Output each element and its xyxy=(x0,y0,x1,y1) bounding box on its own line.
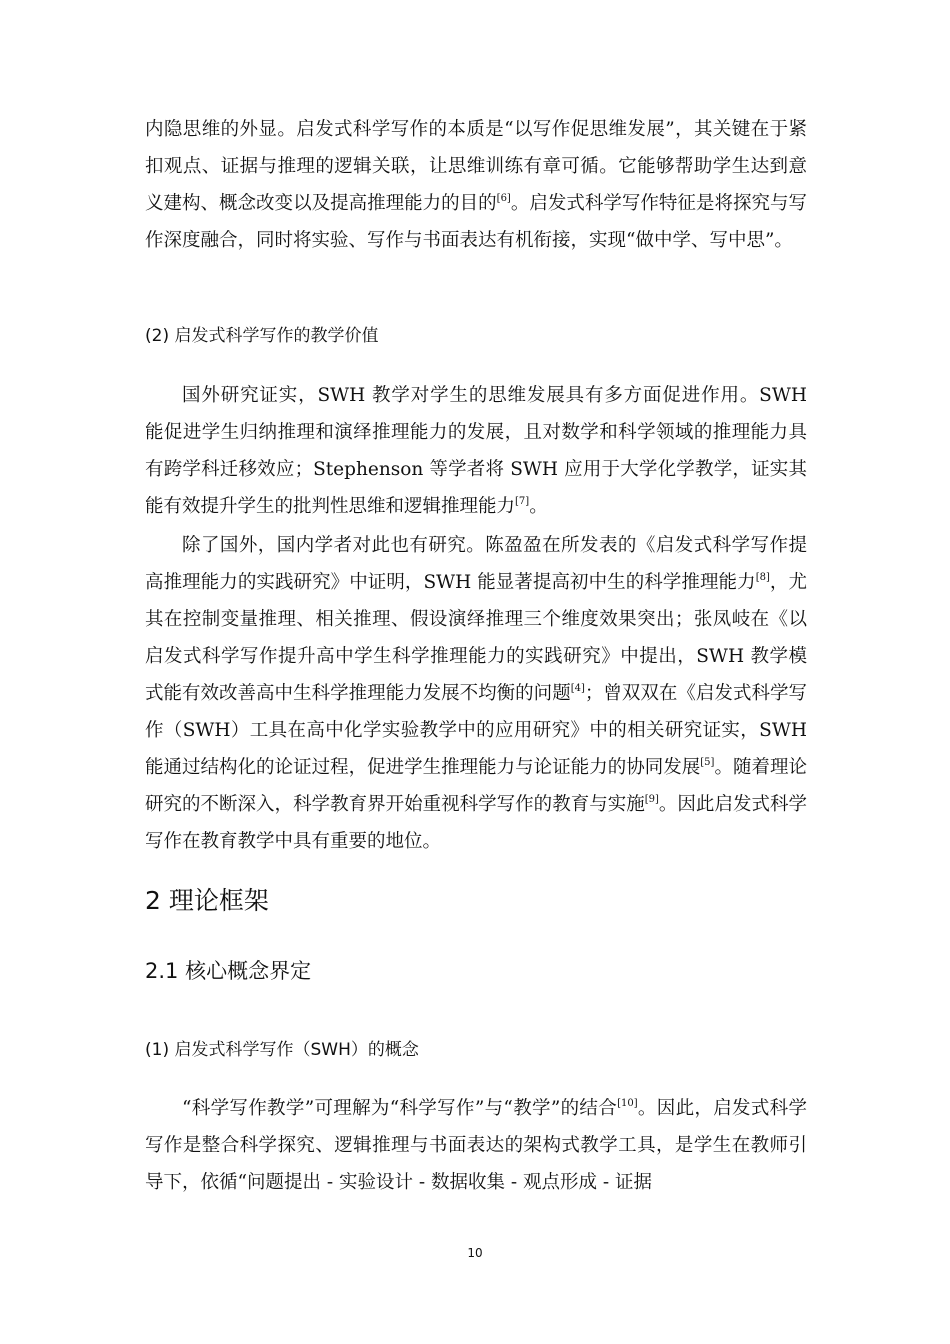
citation-ref: [7] xyxy=(515,496,530,507)
subheading-teaching-value: (2) 启发式科学写作的教学价值 xyxy=(145,326,379,346)
citation-ref: [6] xyxy=(496,193,511,204)
subheading-swh-concept: (1) 启发式科学写作（SWH）的概念 xyxy=(145,1040,419,1060)
chapter-title: 2 理论框架 xyxy=(145,886,269,915)
paragraph-text: 除了国外，国内学者对此也有研究。陈盈盈在所发表的《启发式科学写作提高推理能力的实践研究》中证明，SWH 能显著提高初中生的科学推理能力 xyxy=(145,535,807,593)
paragraph-swh-essence xyxy=(145,111,807,259)
citation-ref: [9] xyxy=(644,794,659,805)
paragraph-swh-definition xyxy=(145,1090,807,1201)
paragraph-text: 。启发式科学写作特征是将探究与写作深度融合，同时将实验、写作与书面表达有机衔接，实现“做中学、写中思”。 xyxy=(145,193,807,251)
citation-ref: [5] xyxy=(700,757,715,768)
paragraph-text: 。因此启发式科学写作在教育教学中具有重要的地位。 xyxy=(145,794,807,852)
paragraph-domestic-research xyxy=(145,527,807,860)
paragraph-text: 。随着理论研究的不断深入，科学教育界开始重视科学写作的教育与实施 xyxy=(145,757,807,815)
paragraph-text: 。 xyxy=(529,496,548,517)
paragraph-text: ；曾双双在《启发式科学写作（SWH）工具在高中化学实验教学中的应用研究》中的相关研究证实，SWH 能通过结构化的论证过程，促进学生推理能力与论证能力的协同发展 xyxy=(145,683,807,778)
paragraph-text: 国外研究证实，SWH 教学对学生的思维发展具有多方面促进作用。SWH 能促进学生归纳推理和演绎推理能力的发展，且对数学和科学领域的推理能力具有跨学科迁移效应；Stephenson 等学者将 SWH 应用于大学化学教学，证实其能有效提升学生的批判性思维和逻辑推理能力 xyxy=(145,385,807,517)
citation-ref: [4] xyxy=(570,683,585,694)
citation-ref: [8] xyxy=(755,572,770,583)
paragraph-text: “科学写作教学”可理解为“科学写作”与“教学”的结合 xyxy=(182,1098,618,1119)
paragraph-foreign-research xyxy=(145,377,807,525)
citation-ref: [10] xyxy=(617,1098,638,1109)
paragraph-text: 。因此，启发式科学写作是整合科学探究、逻辑推理与书面表达的架构式教学工具，是学生在教师引导下，依循“问题提出 - 实验设计 - 数据收集 - 观点形成 - 证据 xyxy=(145,1098,807,1193)
page-number: 10 xyxy=(467,1246,483,1260)
paragraph-text: 内隐思维的外显。启发式科学写作的本质是“以写作促思维发展”，其关键在于紧扣观点、证据与推理的逻辑关联，让思维训练有章可循。它能够帮助学生达到意义建构、概念改变以及提高推理能力的目的 xyxy=(145,119,807,214)
section-title: 2.1 核心概念界定 xyxy=(145,959,312,983)
paragraph-text: ，尤其在控制变量推理、相关推理、假设演绎推理三个维度效果突出；张凤岐在《以启发式科学写作提升高中学生科学推理能力的实践研究》中提出，SWH 教学模式能有效改善高中生科学推理能力发展不均衡的问题 xyxy=(145,572,807,704)
